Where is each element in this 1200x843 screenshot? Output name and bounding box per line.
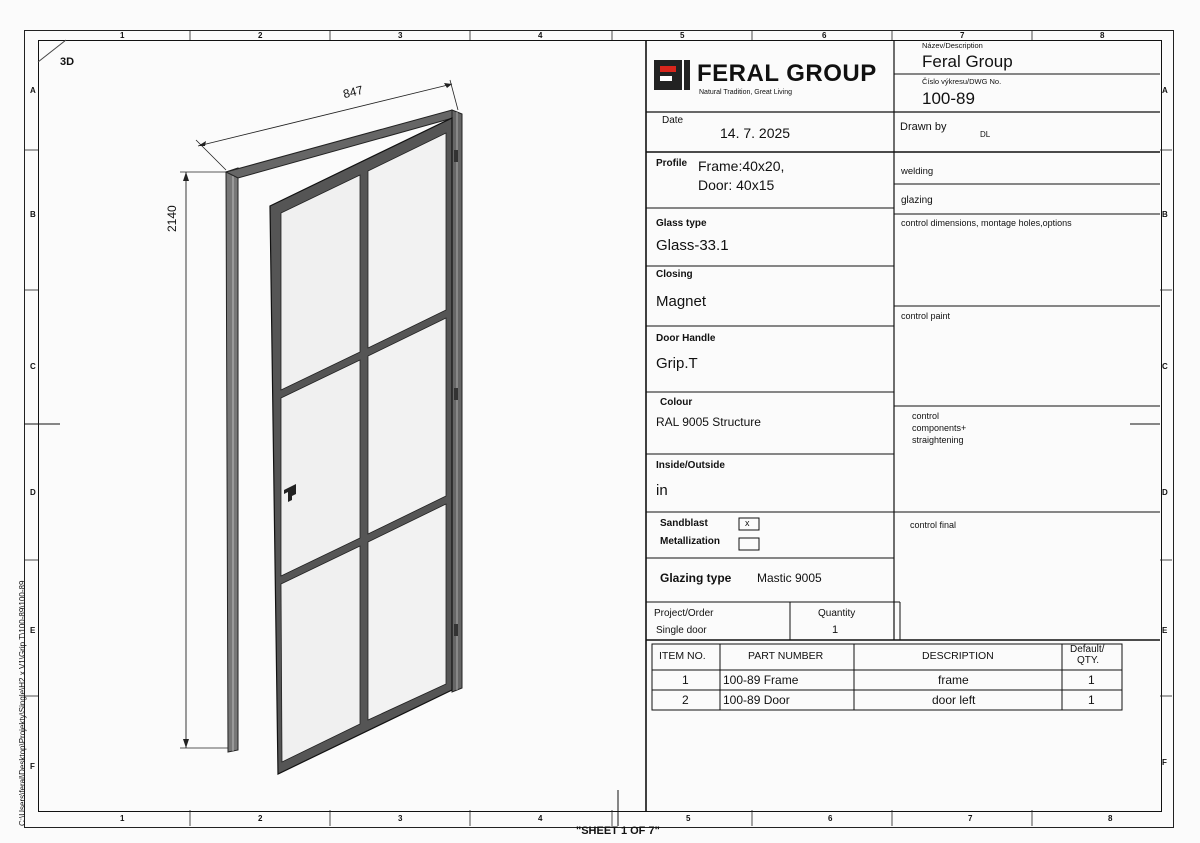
zone-col-label: 2 — [258, 814, 263, 823]
zone-col-label: 5 — [686, 814, 691, 823]
file-path: C:\Users\feral\Desktop\Projekty\Single\H2 x V1\Grip.T\100-89\100-89 — [18, 580, 27, 826]
profile-label: Profile — [656, 158, 688, 169]
check-control-paint: control paint — [901, 311, 951, 321]
drawn-by-value: DL — [980, 130, 991, 139]
bom-row-qty: 1 — [1088, 693, 1095, 707]
zone-row-label: C — [1162, 362, 1168, 371]
closing-value: Magnet — [656, 293, 707, 310]
width-dimension: 847 — [341, 82, 365, 102]
inside-outside-label: Inside/Outside — [656, 460, 725, 471]
zone-col-label: 3 — [398, 31, 403, 40]
zone-col-label: 5 — [680, 31, 685, 40]
check-control-components-2: components+ — [912, 423, 967, 433]
check-control-dimensions: control dimensions, montage holes,options — [901, 218, 1072, 228]
zone-row-label: A — [1162, 86, 1168, 95]
zone-col-label: 1 — [120, 814, 125, 823]
height-dimension: 2140 — [165, 205, 179, 232]
closing-label: Closing — [656, 269, 693, 280]
bom-header-description: DESCRIPTION — [922, 650, 994, 662]
profile-value-frame: Frame:40x20, — [698, 158, 785, 174]
quantity-value: 1 — [832, 624, 839, 636]
zone-col-label: 7 — [968, 814, 973, 823]
zone-row-label: B — [30, 210, 36, 219]
logo-tagline: Natural Tradition, Great Living — [699, 89, 792, 96]
zone-col-label: 6 — [828, 814, 833, 823]
bom-header-item: ITEM NO. — [659, 650, 706, 662]
bom-row-qty: 1 — [1088, 673, 1095, 687]
sandblast-label: Sandblast — [660, 518, 708, 529]
glass-type-label: Glass type — [656, 218, 707, 229]
drawn-by-label: Drawn by — [900, 121, 947, 133]
project-order-label: Project/Order — [654, 608, 714, 619]
bom-row-part: 100-89 Frame — [723, 673, 799, 687]
colour-value: RAL 9005 Structure — [656, 415, 761, 429]
bom-header-qty: QTY. — [1077, 655, 1100, 666]
glazing-type-value: Mastic 9005 — [757, 571, 822, 585]
colour-label: Colour — [660, 397, 693, 408]
description-value: Feral Group — [922, 52, 1013, 71]
zone-row-label: D — [1162, 488, 1168, 497]
zone-col-label: 2 — [258, 31, 263, 40]
check-control-components-1: control — [912, 411, 940, 421]
quantity-label: Quantity — [818, 608, 856, 619]
zone-col-label: 3 — [398, 814, 403, 823]
zone-col-label: 7 — [960, 31, 965, 40]
zone-row-label: E — [1162, 626, 1168, 635]
bom-header-default: Default/ — [1070, 644, 1105, 655]
glazing-type-label: Glazing type — [660, 571, 732, 585]
sheet-label: "SHEET 1 OF 7" — [576, 825, 660, 837]
zone-row-label: C — [30, 362, 36, 371]
zone-row-label: A — [30, 86, 36, 95]
zone-row-label: E — [30, 626, 36, 635]
logo-mark — [654, 60, 690, 90]
door-handle-label: Door Handle — [656, 333, 716, 344]
bom-row-item: 2 — [682, 693, 689, 707]
zone-row-label: B — [1162, 210, 1168, 219]
bom-row-part: 100-89 Door — [723, 693, 790, 707]
zone-col-label: 4 — [538, 31, 543, 40]
dwg-value: 100-89 — [922, 89, 975, 108]
dwg-label: Číslo výkresu/DWG No. — [922, 77, 1002, 86]
date-label: Date — [662, 115, 684, 126]
check-control-components-3: straightening — [912, 435, 964, 445]
zone-row-label: F — [30, 762, 35, 771]
view-label: 3D — [60, 56, 75, 68]
date-value: 14. 7. 2025 — [720, 125, 791, 141]
bom-row-item: 1 — [682, 673, 689, 687]
logo-name: FERAL GROUP — [697, 60, 877, 87]
zone-col-label: 1 — [120, 31, 125, 40]
check-control-final: control final — [910, 520, 957, 530]
metallization-label: Metallization — [660, 536, 721, 547]
door-handle-value: Grip.T — [656, 355, 698, 372]
bom-row-description: frame — [938, 673, 969, 687]
check-glazing: glazing — [901, 195, 933, 206]
description-label: Název/Description — [922, 41, 983, 50]
zone-col-label: 8 — [1100, 31, 1105, 40]
glass-type-value: Glass-33.1 — [656, 237, 729, 254]
project-order-value: Single door — [656, 625, 707, 636]
zone-col-label: 8 — [1108, 814, 1113, 823]
bom-header-part: PART NUMBER — [748, 650, 824, 662]
zone-row-label: F — [1162, 758, 1167, 767]
sandblast-checkbox-mark: x — [745, 518, 750, 528]
zone-col-label: 4 — [538, 814, 543, 823]
zone-col-label: 6 — [822, 31, 827, 40]
bom-row-description: door left — [932, 693, 976, 707]
zone-row-label: D — [30, 488, 36, 497]
inside-outside-value: in — [656, 482, 668, 499]
profile-value-door: Door: 40x15 — [698, 177, 775, 193]
check-welding: welding — [901, 166, 934, 177]
